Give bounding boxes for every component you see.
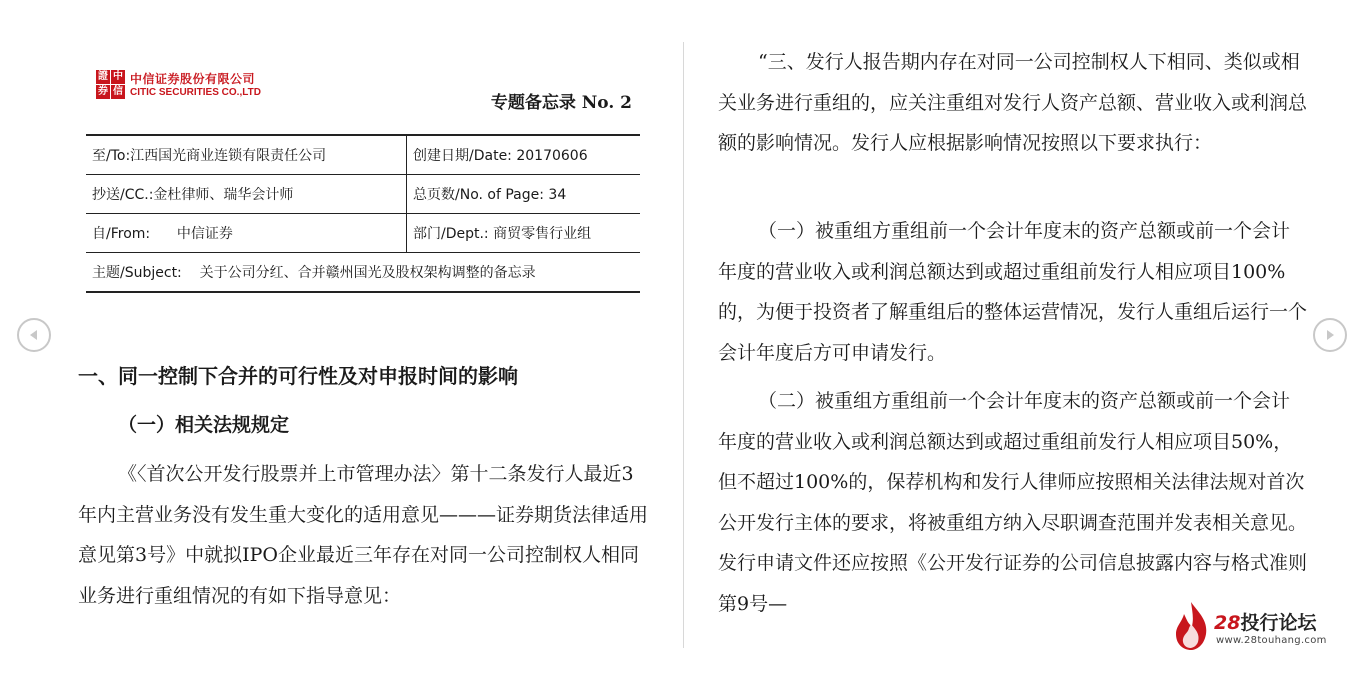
body-paragraph: 《〈首次公开发行股票并上市管理办法〉第十二条发行人最近3年内主营业务没有发生重大变化的适用意见———证券期货法律适用意见第3号》中就拟IPO企业最近三年存在对同一公司控制权人相同业务进行重组情况的有如下指导意见： (78, 463, 649, 607)
body-paragraph: “三、发行人报告期内存在对同一公司控制权人下相同、类似或相关业务进行重组的，应关注重组对发行人资产总额、营业收入或利润总额的影响情况。发行人应根据影响情况按照以下要求执行： (718, 51, 1308, 154)
memo-header-table (86, 134, 640, 293)
watermark-number: 28 (1214, 612, 1241, 634)
watermark-url: www.28touhang.com (1216, 635, 1327, 646)
watermark-name: 投行论坛 (1240, 612, 1317, 634)
memo-to: 至/To:江西国光商业连锁有限责任公司 (86, 135, 407, 175)
memo-page-count: 总页数/No. of Page: 34 (407, 175, 641, 214)
subsection-heading: （一）相关法规规定 (118, 414, 290, 436)
logo-company-name-cn: 中信证券股份有限公司 (130, 71, 256, 86)
memo-dept: 部门/Dept.: 商贸零售行业组 (407, 214, 641, 253)
body-paragraph: （二）被重组方重组前一个会计年度末的资产总额或前一个会计年度的营业收入或利润总额达到或超过重组前发行人相应项目50%，但不超过100%的，保荐机构和发行人律师应按照相关法律法规对首次公开发行主体的要求，将被重组方纳入尽职调查范围并发表相关意见。发行申请文件还应按照《公开发行证券的公司信息披露内容与格式准则第9号— (718, 390, 1308, 615)
memo-cc: 抄送/CC.:金杜律师、瑞华会计师 (86, 175, 407, 214)
memo-date: 创建日期/Date: 20170606 (407, 135, 641, 175)
memo-from: 自/From: 中信证券 (86, 214, 407, 253)
memo-title: 专题备忘录 No. 2 (490, 93, 632, 113)
previous-page-button[interactable] (17, 318, 51, 352)
watermark-title (1214, 608, 1316, 635)
citic-logo (96, 70, 261, 100)
logo-company-name-en: CITIC SECURITIES CO.,LTD (130, 86, 261, 98)
left-page (78, 0, 648, 674)
right-page (718, 0, 1308, 674)
page-divider (683, 42, 684, 648)
body-paragraph: （一）被重组方重组前一个会计年度末的资产总额或前一个会计年度的营业收入或利润总额达到或超过重组前发行人相应项目100%的，为便于投资者了解重组后的整体运营情况，发行人重组后运行一个会计年度后方可申请发行。 (718, 220, 1308, 364)
chevron-left-icon (27, 328, 41, 342)
table-row (86, 135, 640, 175)
table-row (86, 175, 640, 214)
table-row (86, 214, 640, 253)
chevron-right-icon (1323, 328, 1337, 342)
section-heading: 一、同一控制下合并的可行性及对申报时间的影响 (78, 364, 518, 388)
next-page-button[interactable] (1313, 318, 1347, 352)
table-row (86, 253, 640, 293)
site-watermark (1170, 600, 1350, 656)
citic-logo-mark: 證 中 券 信 (98, 71, 123, 97)
memo-subject: 主题/Subject: 关于公司分红、合并赣州国光及股权架构调整的备忘录 (86, 253, 640, 293)
flame-icon (1170, 600, 1212, 652)
